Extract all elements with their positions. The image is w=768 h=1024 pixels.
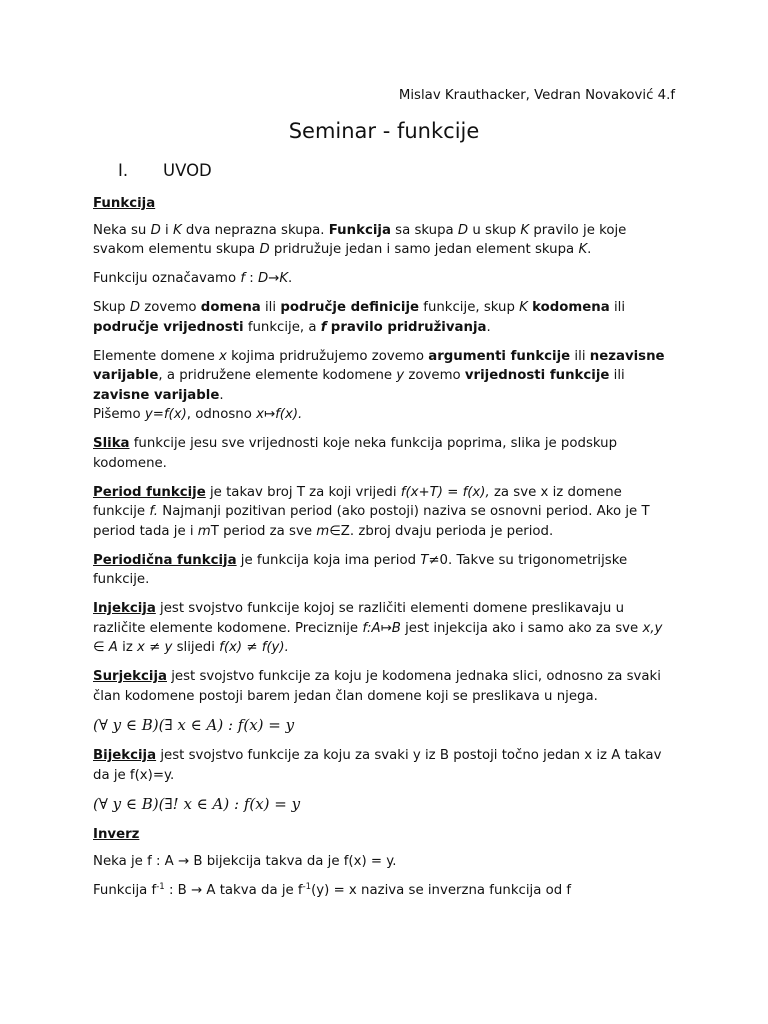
paragraph-periodicna: Periodična funkcija je funkcija koja ima period T≠0. Takve su trigonometrijske funkcije. <box>93 552 628 587</box>
paragraph-definition: Neka su D i K dva neprazna skupa. Funkcija sa skupa D u skup K pravilo je koje svakom elementu skupa D pridružuje jedan i samo jedan element skupa K. <box>93 222 627 257</box>
page-title: Seminar - funkcije <box>288 119 480 143</box>
term-periodicna: Periodična funkcija <box>93 552 237 568</box>
paragraph-notation: Funkciju označavamo f : D→K. <box>93 271 293 286</box>
term-bijekcija: Bijekcija <box>93 748 157 763</box>
paragraph-period: Period funkcije je takav broj T za koji vrijedi f(x+T) = f(x), za sve x iz domene funkcije f. Najmanji pozitivan period (ako postoji) naziva se osnovni period. Ako je T period tada je i mT period za sve m∈Z. zbroj dvaju perioda je period. <box>93 484 650 539</box>
authors-line: Mislav Krauthacker, Vedran Novaković 4.f <box>398 88 675 103</box>
term-period: Period funkcije <box>93 484 206 500</box>
term-injekcija: Injekcija <box>93 601 156 616</box>
paragraph-injekcija: Injekcija jest svojstvo funkcije kojoj se različiti elementi domene preslikavaju u različite elemente kodomene. Preciznije f:A↦B jest injekcija ako i samo ako za sve x,y ∈ A iz x ≠ y slijedi f(x) ≠ f(y). <box>93 601 663 655</box>
section-number: I. <box>118 161 129 180</box>
heading-inverz: Inverz <box>93 827 140 842</box>
document-body <box>93 194 678 910</box>
formula-bijekcija: (∀ y ∈ B)(∃! x ∈ A) : f(x) = y <box>93 794 301 813</box>
formula-surjekcija: (∀ y ∈ B)(∃ x ∈ A) : f(x) = y <box>93 715 295 734</box>
paragraph-bijekcija: Bijekcija jest svojstvo funkcije za koju za svaki y iz B postoji točno jedan x iz A takav da je f(x)=y. <box>93 748 662 783</box>
term-slika: Slika <box>93 436 130 451</box>
paragraph-inverz-2: Funkcija $f^{-1}$ : B → A takva da je $f^{-1}(y) = x$ naziva se inverzna funkcija od f <box>93 881 572 898</box>
paragraph-slika: Slika funkcije jesu sve vrijednosti koje neka funkcija poprima, slika je podskup kodomene. <box>93 436 618 471</box>
heading-funkcija: Funkcija <box>93 196 156 211</box>
paragraph-surjekcija: Surjekcija jest svojstvo funkcije za koju je kodomena jednaka slici, odnosno za svaki član kodomene postoji barem jedan član domene koji se preslikava u njega. <box>93 669 661 704</box>
paragraph-inverz-1: Neka je f : A → B bijekcija takva da je f(x) = y. <box>93 853 397 869</box>
section-title: UVOD <box>163 161 212 180</box>
paragraph-domain: Skup D zovemo domena ili područje definicije funkcije, skup K kodomena ili područje vrijednosti funkcije, a f pravilo pridruživanja. <box>93 300 626 335</box>
term-surjekcija: Surjekcija <box>93 669 167 684</box>
section-heading <box>118 161 212 180</box>
paragraph-arguments: Elemente domene x kojima pridružujemo zovemo argumenti funkcije ili nezavisne varijable, a pridružene elemente kodomene y zovemo vrijednosti funkcije ili zavisne varijable. Pišemo y=f(x), odnosno x↦f(x). <box>93 348 665 422</box>
